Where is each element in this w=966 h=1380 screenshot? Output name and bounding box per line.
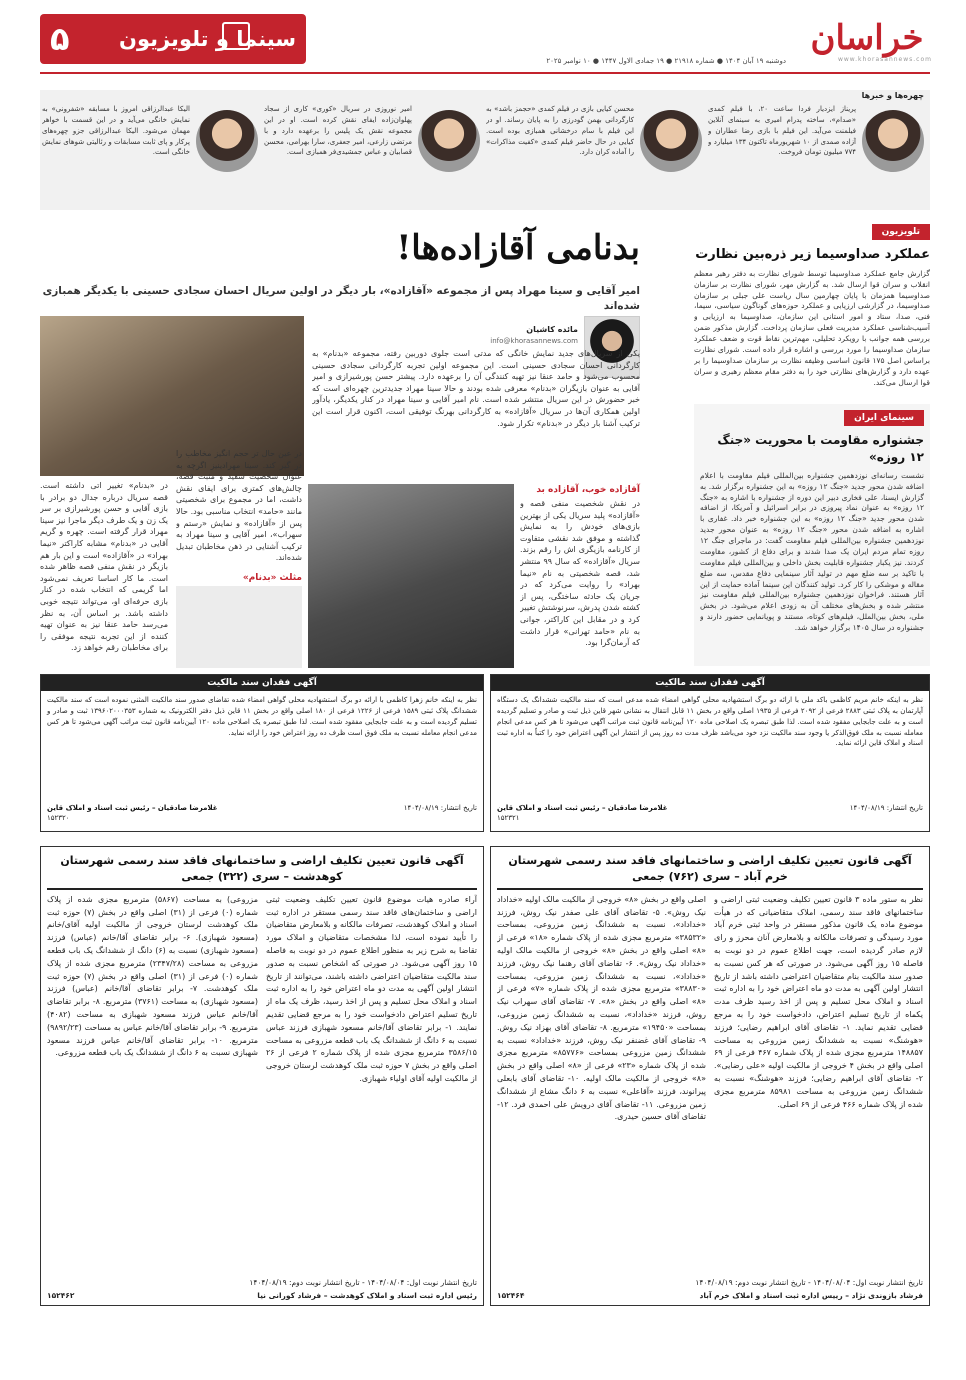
celebrity-item [38,104,260,204]
ad-land-registry-kouhdasht [40,846,484,1306]
ad-code: ۱۵۲۴۶۴ [497,1290,525,1300]
ad-column: اصلی واقع در بخش «۸» خروجی از مالکیت مالک اولیه «خداداد نیک روش». ۵- تقاضای آقای علی صفدر نیک روش، فرزند «خداداد»، نسبت به ششدانگ زمین مزروعی، بمساحت «۳۸۵۳۲» مترمربع مجزی شده از پلاک شماره «۱۸» فرعی از «۸» اصلی واقع در بخش «۸» خروجی از مالکیت مالک اولیه «خداداد نیک روش». ۶- تقاضای آقای رهنما نیک روش، فرزند «خداداد»، نسبت به ششدانگ زمین مزروعی، بمساحت «۳۸۸۳۰» مترمربع مجزی شده از پلاک شماره «۷» فرعی از «۸» اصلی واقع در بخش «۸». ۷- تقاضای آقای سهراب نیک روش، فرزند «خداداد»، نسبت به ششدانگ زمین مزروعی، بمساحت «۱۹۴۵۰» مترمربع. ۸- تقاضای آقای بهزاد نیک روش. ۹- تقاضای آقای غضنفر نیک روش، فرزند «خداداد» نسبت به ششدانگ زمین مزروعی بمساحت «۸۵۷۷۶» مترمربع مجزی شده از پلاک شماره «۲۳» فرعی از «۸» اصلی واقع در بخش «۸» خروجی از مالکیت مالک اولیه. ۱۰- تقاضای آقای بابعلی پیرانوند، فرزند «آقاعلی» نسبت به ۶ دانگ مشاع از ششدانگ زمین مزروعی. ۱۱- تقاضای آقای درویش علی احمدی فرد. ۱۲- تقاضای آقای حسین حیدری. [497,894,706,1122]
tv-body: گزارش جامع عملکرد صداوسیما توسط شورای نظارت به دفتر رهبر معظم انقلاب و سران قوا ارسال شد. به گزارش مهر، شورای نظارت بر سازمان صداوسیما همزمان با پایان چهارمین سال ریاست علی جبلی بر سازمان صداوسیما، در گزارشی ارزیابی و عملکرد حوزه‌های گوناگون سیاسی، سیما، فنی، صدا، ستاد و امور استانی این سازمان، صداوسیما به ارزیابی و آسیب‌شناسی عملکرد مدیریت فعلی سازمان پرداخت. گزارش مذکور ضمن بررسی همه جوانب با رویکرد تحلیلی، مهم‌ترین نقاط قوت و ضعف عملکرد سازمان صداوسیما را مورد بررسی و اشاره قرار داده است. شورای نظارت براساس اصل ۱۷۵ قانون اساسی وظیفه نظارت بر سازمان صداوسیما را بر عهده دارد و گزارش‌های نظارتی خود را به دفتر مقام معظم رهبری و سران قوا ارسال می‌کند. [694,268,930,387]
ad-column: مزروعی) به مساحت (۵۸۶۷) مترمربع مجزی شده از پلاک شماره (۰) فرعی از (۳۱) اصلی واقع در بخش (۷) حوزه ثبت ملک کوهدشت لرستان خروجی از مالکیت اولیه آقای/خانم (مسعود شهبازی). ۶- برابر تقاضای آقا/خانم (عباس) فرزند (مسعود شهبازی) نسبت به (۶) دانگ از ششدانگ یک باب قطعه مزروعی به مساحت (۲۳۴۷/۲۸) مترمربع مجزی شده از پلاک شماره (۰) فرعی از (۳۱) اصلی واقع در بخش (۷) حوزه ثبت ملک کوهدشت. ۷- برابر تقاضای آقا/خانم (عباس) فرزند (مسعود شهبازی) به مساحت (۳۷۶۱) مترمربع. ۸- برابر تقاضای آقا/خانم عباس فرزند مسعود شهبازی به مساحت (۴۰۸۲) مترمربع. ۹- برابر تقاضای آقا/خانم عباس به مساحت (۹۸۹۲/۲۳) مترمربع. ۱۰- برابر تقاضای آقا/خانم عباس فرزند مسعود شهبازی نسبت به ۶ دانگ از ششدانگ یک باب قطعه مزروعی. [47,894,258,1058]
page-number: ۵ [50,19,70,58]
ad-land-registry-khorramabad [490,846,930,1306]
subhead-good-bad: آقازاده خوب، آقازاده بد [536,485,640,495]
ad-code: ۱۵۲۳۲۱ [497,814,520,823]
celebrity-text: الیکا عبدالرزاقی امروز با مسابقه «شفرونی» به نمایش خانگی می‌آید و در این قسمت با خواهر مهمان می‌شود. الیکا عبدالرزاقی جزو چهره‌های پرکار و پای ثابت مسابقات و رئالیتی شوهای نمایش خانگی است. [42,105,190,157]
main-article [40,228,640,668]
ad-date: تاریخ انتشار: ۱۴۰۴/۰۸/۱۹ [849,804,923,812]
celebrity-photo [862,110,924,172]
celebrity-news-strip [40,90,930,210]
main-headline[interactable]: بدنامی آقازاده‌ها! [396,228,640,268]
ad-publish-dates: تاریخ انتشار نوبت اول: ۱۴۰۴/۰۸/۰۴ - تاریخ انتشار نوبت دوم: ۱۴۰۴/۰۸/۱۹ [249,1277,477,1287]
ad-signer: غلامرضا صادقیان – رئیس ثبت اسناد و املاک قاین [47,804,218,812]
celebrity-text: امیر نوروزی در سریال «کوری» کاری از سجاد پهلوان‌زاده ایفای نقش کرده است. او در این مجموعه نقش یک پلیس را برعهده دارد و با مرتضی زارعی، امیر جعفری، سارا بهرامی، محسن قصابیان و عباس جمشیدی‌فر همبازی است. [264,105,412,157]
series-poster-photo [308,484,514,668]
ad-lost-deed-left [40,674,484,832]
ad-column: نظر به ستور ماده ۳ قانون تعیین تکلیف وضعیت ثبتی اراضی و ساختمانهای فاقد سند رسمی، املاک متقاضیانی که در هیأت موضوع ماده یک قانون مذکور مستقر در واحد ثبتی خرم آباد مورد رسیدگی و تصرفات مالکانه و بلامعارض آنان محرز و رای لازم صادر گردیده است، جهت اطلاع عموم در دو نوبت به فاصله ۱۵ روز آگهی می‌شود. در صورتی که هر کس نسبت به صدور سند مالکیت بنام متقاضیان اعتراضی داشته باشد از تاریخ انتشار اولین آگهی به مدت دو ماه اعتراض خود را به اداره ثبت اسناد و املاک محل تسلیم و پس از اخذ رسید ظرف مدت یکماه از تاریخ تسلیم اعتراض، دادخواست خود را به مرجع قضایی تقدیم نماید. ۱- تقاضای آقای ابراهیم رضایی؛ فرزند «هوشنگ» نسبت به ششدانگ زمین مزروعی به مساحت ۱۴۸۸۵۷ مترمربع مجزی شده از پلاک شماره ۴۶۷ فرعی از ۶۹ اصلی واقع در بخش ۴ خروجی از مالکیت اولیه «علی رضایی». ۲- تقاضای آقای ابراهیم رضایی؛ فرزند «هوشنگ» نسبت به ششدانگ زمین مزروعی به مساحت ۸۵۹۸۱ مترمربع مجزی شده از پلاک شماره ۴۶۶ فرعی از ۶۹ اصلی. [714,894,923,1109]
main-body-col1: در نقش شخصیت منفی قصه و «آقازاده» پلید سریال یکی از بهترین بازی‌های خودش را به نمایش گذاشته و موفق شد نقشی متفاوت از کارنامه بازیگری اش را رقم بزند. سریال «آقازاده» که سال ۹۹ منتشر شد، قصه شخصیتی به نام «نیما بهراد» را روایت می‌کرد که در جریان یک حادثه ساختگی، پس از کشته شدن پدرش، سرنوشتش تغییر کرد و در مقابل این کاراکتر، جوانی به نام «حامد تهرانی» قرار داشت که آرمان‌گرا بود. [520,499,640,648]
ad-title: آگهی قانون تعیین تکلیف اراضی و ساختمانهای فاقد سند رسمی شهرستان خرم آباد – سری (۷۶۲) جمعی [497,853,923,890]
cinema-tag: سینمای ایران [844,410,924,426]
ad-date: تاریخ انتشار: ۱۴۰۴/۰۸/۱۹ [403,804,477,812]
celebrity-text: محسن کیایی بازی در فیلم کمدی «حجمز باشد» به کارگردانی بهمن گودرزی را به پایان رساند. او در این فیلم با سام درخشانی همبازی بوده است. کیایی در حال حاضر فیلم کمدی «کفیت مذاکرات» را آماده کران دارد. [486,105,634,157]
tv-tag: تلویزیون [872,224,930,240]
ad-column: آراء صادره هیات موضوع قانون تعیین تکلیف وضعیت ثبتی اراضی و ساختمان‌های فاقد سند رسمی مستقر در اداره ثبت اسناد و املاک کوهدشت، تصرفات مالکانه و بلامعارض متقاضیان را تأیید نموده است، لذا مشخصات متقاضیان و املاک مورد تقاضا به شرح زیر به منظور اطلاع عموم در دو نوبت به فاصله ۱۵ روز آگهی می‌شود. در صورتی که اشخاص نسبت به صدور سند مالکیت متقاضیان اعتراضی داشته باشند، می‌توانند از تاریخ انتشار اولین آگهی به مدت دو ماه اعتراض خود را به اداره ثبت اسناد و املاک محل تسلیم و پس از اخذ رسید، ظرف یک ماه از تاریخ تسلیم اعتراض دادخواست خود را به مرجع قضایی تقدیم نمایند. ۱- برابر تقاضای آقا/خانم مسعود شهبازی فرزند عباس نسبت به ۶ دانگ از ششدانگ یک باب قطعه مزروعی به مساحت ۳۵۸۶/۱۵ مترمربع مجزی شده از پلاک شماره ۲ فرعی از ۲۶ اصلی واقع در بخش ۷ حوزه ثبت ملک کوهدشت لرستان خروجی از مالکیت اولیه آقای اولیاء شهبازی. [266,894,477,1084]
ad-body: نظر به اینکه خانم مریم کاظمی باکد ملی با ارائه دو برگ استشهادیه محلی گواهی امضاء شده مدعی است که سند مالکیت ششدانگ یک دستگاه آپارتمان به پلاک ثبتی ۲۸۸۳ فرعی از ۲۰۹۲ فرعی از ۱۹۳۵ اصلی واقع در بخش ۱۱ قابل انتقال به نشانی شهر قاین ذیل ثبت و صادر و تسلیم گردیده است و به علت جابجایی مفقود شده است. لذا طبق تبصره یک اصلاحی ماده ۱۲۰ آیین‌نامه قانون ثبت مراتب آگهی می‌شود تا هر کس مدعی انجام معامله نسبت به ملک فوق‌الذکر یا وجود سند مالکیت نزد خود می‌باشد ظرف مدت ده روز پس از انتشار این آگهی اعتراض خود را کتباً به اداره ثبت اسناد و املاک قاین ارائه نماید. [497,696,923,748]
newspaper-logo[interactable]: خراسان [810,18,924,58]
celebrity-photo [640,110,702,172]
tv-news-box [694,224,930,398]
ad-body: نظر به اینکه خانم زهرا کاظمی با ارائه دو برگ استشهادیه محلی گواهی امضاء شده تقاضای صدور سند مالکیت المثنی نموده است که سند مالکیت ششدانگ پلاک ثبتی ۱۵۸۹ فرعی از ۱۲۲۶ فرعی از ۱۸۰ اصلی واقع در بخش ۱۱ قاین ذیل دفتر الکترونیک به شماره ۱۳۹۶۰۲۰۰۰۳۵۳ ثبت و صادر و تسلیم گردیده است و به علت جابجایی مفقود شده است. لذا طبق تبصره یک اصلاحی ماده ۱۲۰ آیین‌نامه قانون ثبت مراتب آگهی می‌شود تا هر کس مدعی انجام معامله نسبت به ملک فوق است ظرف ده روز اعتراض خود را ارائه نماید. [47,696,477,737]
dateline: دوشنبه ۱۹ آبان ۱۴۰۴ ● شماره ۲۱۹۱۸ ● ۱۹ جمادی الاول ۱۴۴۷ ● ۱۰ نوامبر ۲۰۲۵ [546,57,786,65]
celebrity-item [704,104,926,204]
celebrity-text: پریناز ایزدیار فردا ساعت ۲۰، با فیلم کمدی «صدام»، ساخته پدرام امیری به سینمای آنلاین فیلمنت می‌آید. این فیلم با بازی رضا عطاران و آزاده صمدی از ۱۰ شهریورماه تاکنون ۱۳۴ میلیارد و ۷۷۴ میلیون تومان فروخت. [708,105,856,157]
masthead [0,0,966,82]
quote-box [176,586,302,668]
ad-signer: غلامرضا صادقیان – رئیس ثبت اسناد و املاک قاین [497,804,668,812]
author-name: مائده کاشیان [526,325,578,334]
main-body-col2: در عین حال تر حجم انگیز مخاطب را در گیر کند. سینا مهرادینیز اگرچه به عنوان شخصیت سفید و مثبت قصه، چالش‌های کمتری برای ایفای نقش داشت، اما در مجموع برای شخصیتی مانند «حامد» انتخاب مناسبی بود. حالا پس از «آقازاده» و نمایش «رستم و سهراب»، امیر آقایی و سینا مهراد به ترکیب آشنایی در ذهن مخاطبان تبدیل شده‌اند. [176,449,302,563]
cinema-headline[interactable]: جشنواره مقاومت با محوریت «جنگ ۱۲ روزه» [717,433,924,465]
strip-label: چهره‌ها و خبرها [861,91,924,100]
header-divider [40,72,930,74]
celebrity-item [260,104,482,204]
ad-title: آگهی فقدان سند مالکیت [491,675,929,691]
celebrity-photo [418,110,480,172]
cinema-body: نشست رسانه‌ای نوزدهمین جشنواره بین‌المللی فیلم مقاومت با اعلام اضافه شدن محور جدید «جنگ ۱۲ روزه» به این جشنواره برگزار شد. به گزارش ایسنا، علی فخاری دبیر این دوره از جشنواره با اشاره به «جنگ ۱۲ روزه» به عنوان نماد پیروزی در برابر اسرائیل و آمریکا، از اضافه شدن محور جدید «جنگ ۱۲ روزه» به این جشنواره خبر داد. غفاری با اشاره به اضافه شدن محور «جنگ ۱۲ روزه» به عنوان محور جدید نوزدهمین جشنواره بین‌المللی فیلم مقاومت گفت: در ماجرای جنگ ۱۲ روزه تمام مردم ایران یک صدا شدند و برای دفاع از کشور، مقاومت کردند. نیز یکبار جشنواره قابلیت بخش داخلی و بین‌المللی فیلم مقاومت با تاکید بر سه ضلع مهم در تولید آثار سینمایی دفاع مقدس، سه ضلع مقاله و موشکی را کار کرد. تولید کنندگان این سینما آماده حمایت از این آثار هستند. فراخوان نوزدهمین جشنواره بین‌المللی فیلم مقاومت نیز منتشر شده و بخش‌های مختلف آن به زودی اعلام می‌شود. در بخش ملی، بخش بین‌الملل، فیلم‌های کوتاه، مستند و پویانمایی حضور دارند و جشنواره در سال ۱۴۰۵ برگزار خواهد شد. [700,470,924,633]
main-body-col3: در «بدنام» تغییر اتی داشته است. قصه سریال درباره جدال دو برادر با بازی آقایی و حسن پورشیرازی بر سر یک زن و یک طرف دیگر ماجرا نیز سینا مهراد قرار گرفته است. چهره و گریم آقایی در «بدنام» مشابه کاراکتر «نیما بهراد» در «آقازاده» است و این بار هم بازیگر در نقش منفی قصه ظاهر شده است. ما کار اساسا تعریف نمی‌شود اما گریمی که انتخاب شده در کنار بازی حرفه‌ای او، می‌تواند نتیجه خوبی داشته باشد. بر اساس آن، به نظر می‌رسد حامد عنقا نیز به عنوان تهیه کننده از این تجربه نتیجه موفقی را برای مخاطبان رقم خواهد زد. [40,481,168,653]
ad-code: ۱۵۲۳۲۰ [47,814,70,823]
section-badge [40,14,306,64]
author-email[interactable]: info@khorasannews.com [490,337,578,345]
ad-lost-deed-right [490,674,930,832]
tv-headline[interactable]: عملکرد صداوسیما زیر ذره‌بین نظارت [695,247,930,262]
ad-publish-dates: تاریخ انتشار نوبت اول: ۱۴۰۴/۰۸/۰۴ - تاریخ انتشار نوبت دوم: ۱۴۰۴/۰۸/۱۹ [695,1277,923,1287]
ad-signer: رئیس اداره ثبت اسناد و املاک کوهدشت – فرشاد کورانی نیا [257,1290,477,1300]
main-intro: یکی از سریال‌های جدید نمایش خانگی که مدتی است جلوی دوربین رفته، مجموعه «بدنام» به کارگردانی احسان سجادی حسینی است. این مجموعه اولین تجربه کارگردانی سجادی حسینی محسوب می‌شود و حامد عنقا نیز تهیه کنندگی آن را برعهده دارد. پیشتر حسن پورشیرازی و امیر آقایی به عنوان بازیگران «بدنام» معرفی شده بودند و حالا سینا مهراد جدیدترین چهره‌ای است که خبر حضورش در این سریال منتشر شده است. نام امیر آقایی و سینا مهراد در کنار یکدیگر، یادآور اولین همکاری آن‌ها در سریال «آقازاده» به کارگردانی بهرنگ توفیقی است، اکنون قرار است این ترکیب آشنا بار دیگر در «بدنام» تکرار شود. [312,349,640,428]
cinema-news-box [694,404,930,666]
film-clapper-icon [222,22,250,50]
main-deck: امیر آقایی و سینا مهراد پس از مجموعه «آقازاده»، بار دیگر در اولین سریال احسان سجادی حسینی با یکدیگر همبازی شده‌اند [42,285,640,313]
ad-title: آگهی فقدان سند مالکیت [41,675,483,691]
logo-website: www.khorasannews.com [837,56,932,63]
ad-title: آگهی قانون تعیین تکلیف اراضی و ساختمانهای فاقد سند رسمی شهرستان کوهدشت – سری (۳۲۲) جمعی [47,853,477,890]
subhead-triangle: مثلث «بدنام» [242,573,302,583]
celebrity-photo [196,110,258,172]
section-title: سینما و تلویزیون [119,26,296,51]
ad-code: ۱۵۲۴۶۲ [47,1290,75,1300]
ad-signer: فرشاد بازوندی نژاد – رییس اداره ثبت اسناد و املاک خرم آباد [699,1290,923,1300]
celebrity-item [482,104,704,204]
